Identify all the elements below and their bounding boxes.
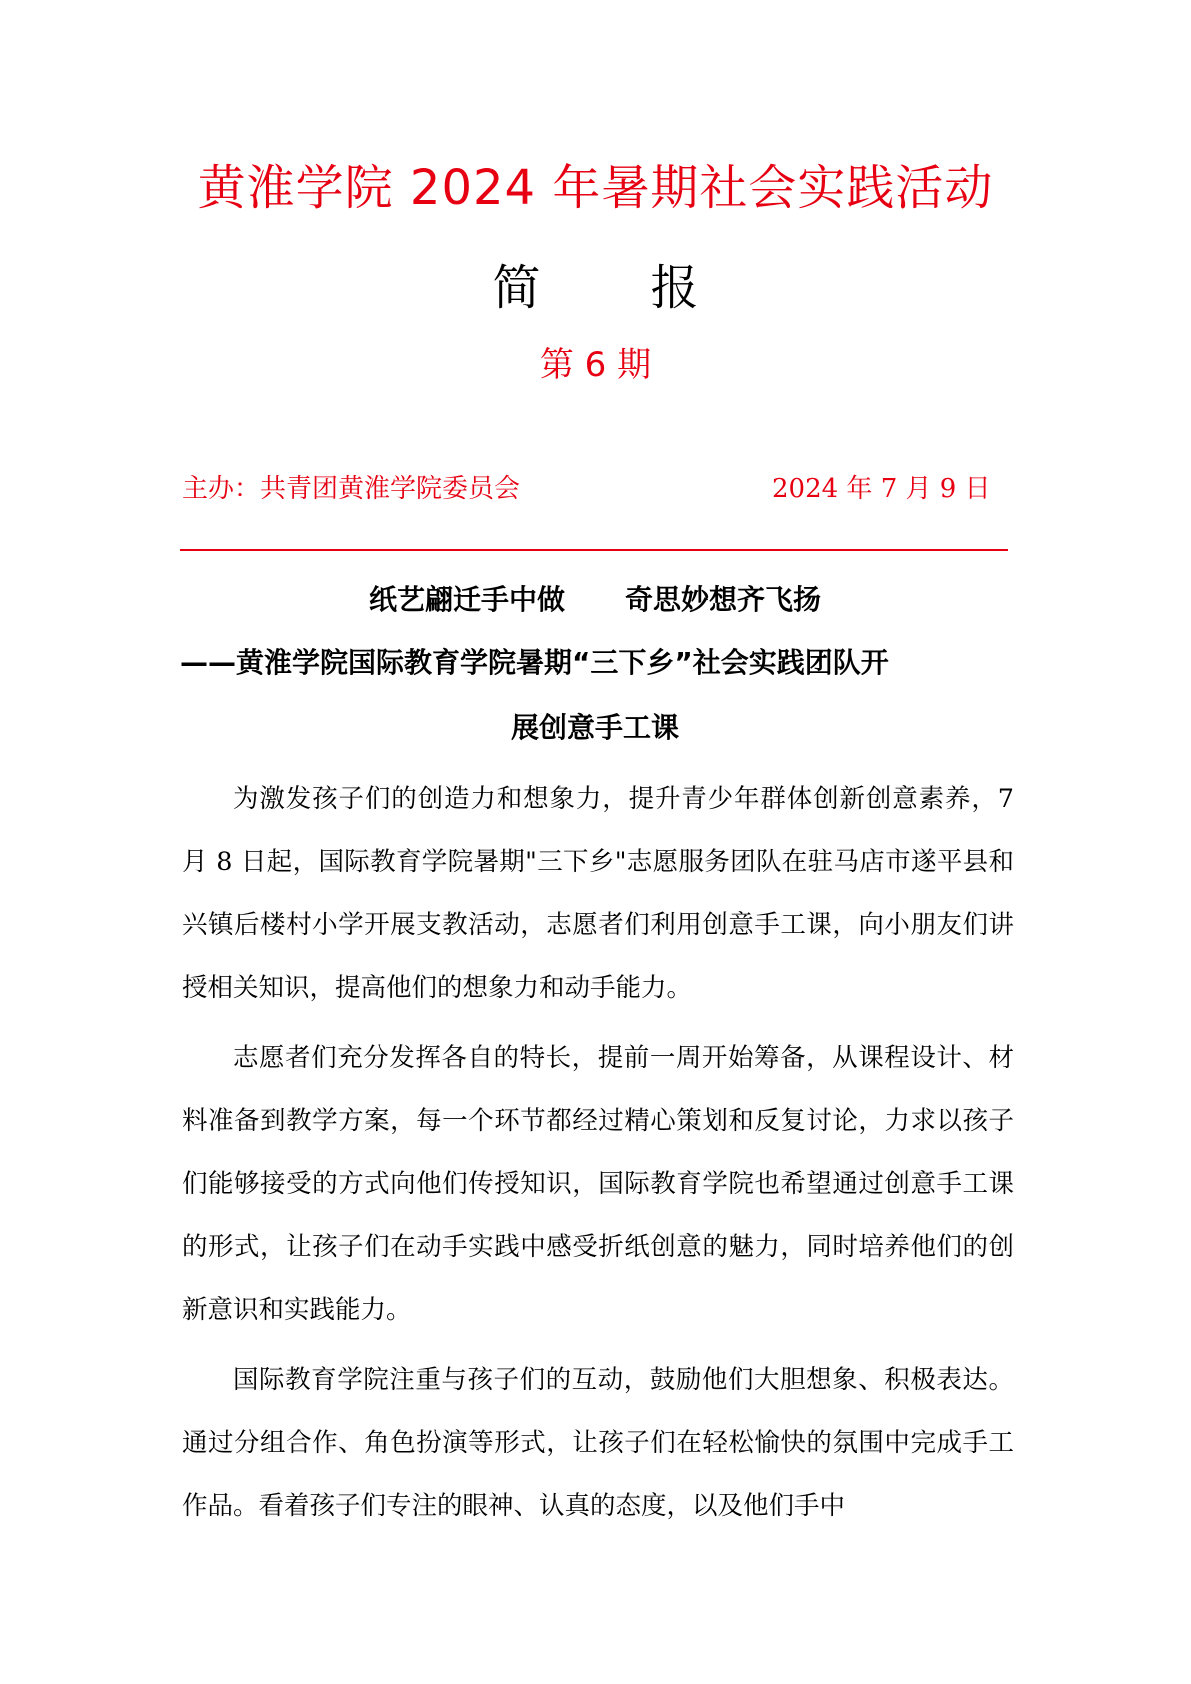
bulletin-label-char-2: 报	[650, 260, 699, 316]
issue-number: 第 6 期	[539, 345, 652, 385]
article-headline	[180, 582, 1010, 618]
article-subtitle-line-2: 展创意手工课	[510, 711, 679, 744]
bulletin-masthead-title: 黄淮学院 2024 年暑期社会实践活动	[197, 160, 994, 216]
headline-part-1: 纸艺翩迁手中做	[368, 583, 565, 616]
bulletin-label	[0, 258, 1191, 318]
headline-part-2: 奇思妙想齐飞扬	[625, 583, 822, 616]
header-divider	[180, 549, 1008, 551]
sponsor-date-line	[182, 472, 1002, 506]
body-paragraph-1: 为激发孩子们的创造力和想象力，提升青少年群体创新创意素养，7 月 8 日起，国际教育学院暑期"三下乡"志愿服务团队在驻马店市遂平县和兴镇后楼村小学开展支教活动，志愿者们利用创意手工课，向小朋友们讲授相关知识，提高他们的想象力和动手能力。	[182, 784, 1014, 1003]
article-subtitle-line-1: ——黄淮学院国际教育学院暑期“三下乡”社会实践团队开	[180, 646, 889, 679]
sponsor-text: 主办：共青团黄淮学院委员会	[182, 474, 521, 504]
article-body	[182, 768, 1014, 1545]
publish-date: 2024 年 7 月 9 日	[772, 474, 991, 504]
bulletin-label-char-1: 简	[492, 260, 541, 316]
body-paragraph-3: 国际教育学院注重与孩子们的互动，鼓励他们大胆想象、积极表达。通过分组合作、角色扮演等形式，让孩子们在轻松愉快的氛围中完成手工作品。看着孩子们专注的眼神、认真的态度，以及他们手中	[182, 1365, 1014, 1521]
body-paragraph-2: 志愿者们充分发挥各自的特长，提前一周开始筹备，从课程设计、材料准备到教学方案，每一个环节都经过精心策划和反复讨论，力求以孩子们能够接受的方式向他们传授知识，国际教育学院也希望通过创意手工课的形式，让孩子们在动手实践中感受折纸创意的魅力，同时培养他们的创新意识和实践能力。	[182, 1043, 1014, 1325]
